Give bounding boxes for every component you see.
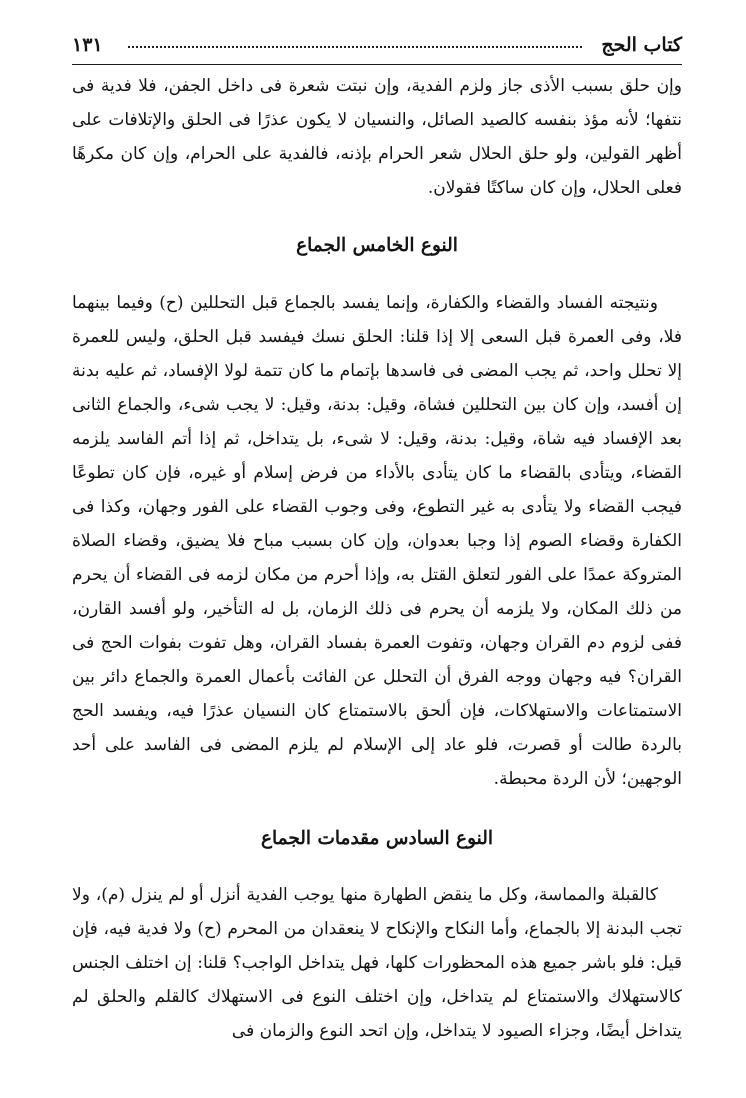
- book-title: كتاب الحج: [601, 34, 682, 56]
- section-sixth-body: كالقبلة والمماسة، وكل ما ينقض الطهارة منها يوجب الفدية أنزل أو لم ينزل (م)، ولا تجب البدنة إلا بالجماع، وأما النكاح والإنكاح لا ينعقدان من المحرم (ح) ولا فدية فيه، فإن قيل: فلو باشر جميع هذه المحظورات كلها، فهل يتداخل الواجب؟ قلنا: إن اختلف الجنس كالاستهلاك والاستمتاع لم يتداخل، وإن اختلف النوع فى الاستهلاك كالقلم والحلق لم يتداخل أيضًا، وجزاء الصيود لا يتداخل، وإن اتحد النوع والزمان فى: [72, 885, 682, 1041]
- book-page: [72, 30, 682, 1048]
- section-heading-fifth-kind: النوع الخامس الجماع: [296, 235, 458, 256]
- page-number: ١٣١: [72, 34, 103, 56]
- section-fifth-body: ونتيجته الفساد والقضاء والكفارة، وإنما يفسد بالجماع قبل التحللين (ح) وفيما بينهما فلا، وفى العمرة قبل السعى إلا إذا قلنا: الحلق نسك فيفسد قبل الحلق، وليس للعمرة إلا تحلل واحد، ثم يجب المضى فى فاسدها بإتمام ما كان تتمة لولا الإفساد، ثم عليه بدنة إن أفسد، وإن كان بين التحللين فشاة، وقيل: بدنة، وقيل: لا يجب شىء، والجماع الثانى بعد الإفساد فيه شاة، وقيل: بدنة، وقيل: لا شىء، بل يتداخل، ثم إذا أتم الفاسد يلزمه القضاء، ويتأدى بالقضاء ما كان يتأدى بالأداء من فرض إسلام أو غيره، فإن كان تطوعًا فيجب القضاء ولا يتأدى به غير التطوع، وفى وجوب القضاء على الفور وجهان، وكذا فى الكفارة وقضاء الصوم إذا وجبا بعدوان، وإن كان بسبب مباح فلا يضيق، وقضاء الصلاة المتروكة عمدًا على الفور لتعلق القتل به، وإذا أحرم من مكان لزمه فى القضاء أن يحرم من ذلك المكان، ولا يلزمه أن يحرم فى ذلك الزمان، بل له التأخير، ولو أفسد القارن، ففى لزوم دم القران وجهان، وتفوت العمرة بفساد القران، وهل تفوت بفوات الحج فى القران؟ فيه وجهان ووجه الفرق أن التحلل عن الفائت بأعمال العمرة والجماع دائر بين الاستمتاعات والاستهلاكات، فإن ألحق بالاستمتاع كان النسيان عذرًا فيه، ويفسد الحج بالردة طالت أو قصرت، فلو عاد إلى الإسلام لم يلزم المضى فى الفاسد على أحد الوجهين؛ لأن الردة محبطة.: [72, 293, 683, 789]
- running-header: [72, 30, 682, 65]
- section-heading-sixth-kind: النوع السادس مقدمات الجماع: [260, 828, 494, 849]
- intro-paragraph: وإن حلق بسبب الأذى جاز ولزم الفدية، وإن نبتت شعرة فى داخل الجفن، فلا فدية فى نتفها؛ لأنه مؤذ بنفسه كالصيد الصائل، والنسيان لا يكون عذرًا فى الحلق والإتلافات على أظهر القولين، ولو حلق الحلال شعر الحرام بإذنه، فالفدية على الحرام، وإن كان مكرهًا فعلى الحلال، وإن كان ساكتًا فقولان.: [72, 76, 682, 198]
- dot-leader: [128, 46, 582, 48]
